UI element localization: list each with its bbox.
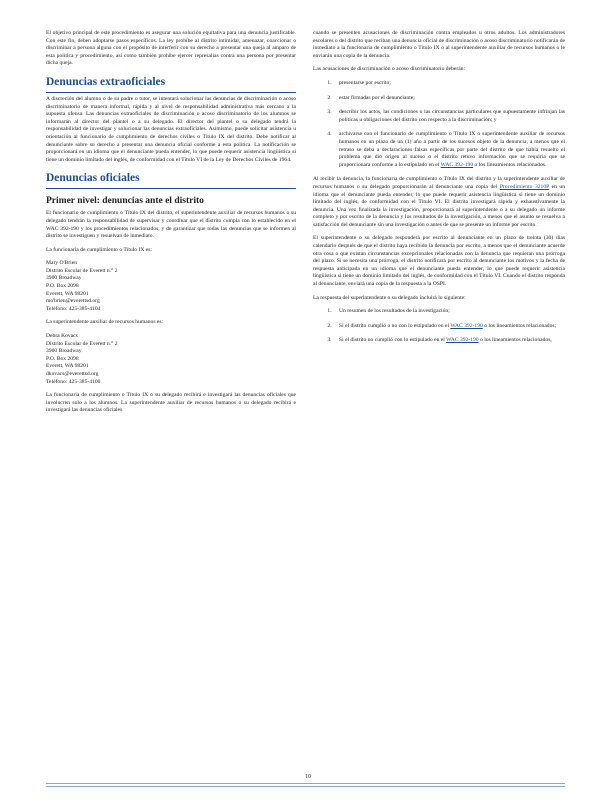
- list-item: [333, 323, 565, 331]
- compliance-officer-paragraph: El funcionario de cumplimiento o Título IX del distrito, el superintendente auxiliar de recursos humanos o su delegado tendrán la responsabilidad de supervisar y coordinar que el distrito cumpla con lo establecido en el WAC 392-190 y los procedimientos relacionados, y de garantizar que todas las denuncias que se informen al distrito se investiguen y resuelvan de inmediato.: [46, 210, 296, 240]
- informal-complaints-paragraph: A discreción del alumno o de su padre o tutor, se intentará solucionar las denuncias de discriminación o acoso discriminatorio de manera informal, rápida y al nivel de responsabilidad administrativa más cercano a la supuesta ofensa. Las denuncias extraoficiales de discriminación o acoso discriminatorio de los alumnos se informarán al director del plantel o a su delegado. El director del plantel o su delegado tendrá la responsabilidad de investigar y solucionar las denuncias extraoficiales. Asimismo, puede solicitar asistencia u orientación al funcionario de cumplimiento de derechos civiles o Título IX del distrito. Debe notificar al denunciante sobre su derecho a presentar una denuncia oficial conforme a esta política. La notificación se proporcionará en un idioma que el denunciante pueda entender, lo que puede requerir asistencia lingüística si tiene un dominio limitado del inglés, de conformidad con el Título VI de la Ley de Derechos Civiles de 1964.: [46, 95, 296, 163]
- footer-rule: [46, 783, 565, 784]
- footer-rule: [46, 786, 565, 787]
- paragraph-text: Al recibir la denuncia, la funcionaria de cumplimiento o Título IX del distrito y la superintendente auxiliar de recursos humanos o su delegado proporcionarán al denunciante una copia del: [313, 176, 565, 190]
- officer-address-block: [46, 260, 296, 313]
- hr-intro: La superintendente auxiliar de recursos humanos es:: [46, 319, 164, 326]
- list-item-text: Si el distrito no cumplió con lo estipulado en el: [339, 337, 445, 344]
- list-item: [333, 131, 565, 169]
- address-line: Debra Kovacs: [46, 333, 78, 340]
- officer-intro: La funcionaria de cumplimiento o Título IX es:: [46, 246, 152, 253]
- email-link[interactable]: dkovacs@everettsd.org: [46, 371, 99, 377]
- address-line: 3900 Broadway: [46, 348, 82, 355]
- wac-link[interactable]: WAC 392-190: [450, 322, 483, 329]
- receipt-paragraph: [313, 176, 565, 229]
- list-item: 3. describir los actos, las condiciones o las circunstancias particulares que supuestamente infrinjan las políticas u obligaciones del distrito con respecto a la discriminación; y: [333, 109, 565, 124]
- list-item-text: o los lineamientos relacionados,: [480, 337, 552, 344]
- list-item-text: archivarse con el funcionario de cumplimiento o Título IX o superintendente auxiliar de recursos humanos en un plazo de un (1) año a partir de los sucesos objeto de la denuncia, a menos que el retraso se deba a declaraciones falsas específicas por parte del distrito de que había resuelto el problema que dio origen al suceso o el distrito retuvo información que se requiría que se proporcionara conforme a lo estipulado en el: [339, 131, 565, 168]
- address-line: Mary O'Brien: [46, 260, 77, 267]
- response-paragraph: El superintendente o su delegado responderá por escrito al denunciante en un plazo de treinta (30) días calendario después de que el distrito haya recibido la denuncia por escrito, a menos que el denunciante acuerde otra cosa o que existan circunstancias excepcionales relacionadas con la denuncia que requieran una prórroga del plazo. Si se necesita una prórroga, el distrito notificará por escrito al denunciante los motivos y la fecha de respuesta anticipada en un idioma que el denunciante pueda entender, lo que puede requerir asistencia lingüística si tiene un dominio limitado del inglés, de conformidad con el Título VI. Cuando el distrito responda al denunciante, enviará una copia de la respuesta a la OSPI.: [313, 235, 565, 288]
- left-column: [46, 30, 296, 421]
- wac-link[interactable]: WAC 392-190: [446, 337, 479, 344]
- allegation-requirements-list: [313, 80, 565, 169]
- informal-complaints-heading: Denuncias extraoficiales: [46, 76, 296, 93]
- list-item: 1. presentarse por escrito;: [333, 80, 565, 88]
- address-line: 3900 Broadway: [46, 275, 82, 282]
- list-item: 1. Un resumen de los resultados de la investigación;: [333, 308, 565, 316]
- response-contents-intro: La respuesta del superintendente o su delegado incluirá lo siguiente:: [313, 294, 466, 301]
- address-line: Distrito Escolar de Everett n.° 2: [46, 267, 118, 274]
- right-column: [313, 30, 565, 352]
- response-contents-list: [313, 308, 565, 345]
- address-line: Everett, WA 98201: [46, 363, 89, 370]
- list-item: [333, 337, 565, 345]
- formal-complaints-heading: Denuncias oficiales: [46, 172, 296, 189]
- paragraph-text: en un idioma que el denunciante pueda entender, lo que puede requerir asistencia lingüística si tiene un dominio limitado del inglés, de conformidad con el Título VI. El distrito investigará rápida y exhaustivamente la denuncia. Una vez finalizada la investigación, proporcionará al superintendente o a su delegado un informe completo y por escrito de la denuncia y los resultados de la investigación, a menos que el asunto se resuelva a satisfacción del denunciante sin una investigación o antes de que se presente un informe por escrito.: [313, 183, 565, 228]
- procedure-link[interactable]: Procedimiento 3210P: [499, 183, 550, 190]
- address-line: Distrito Escolar de Everett n.° 2: [46, 340, 118, 347]
- hr-address-block: [46, 333, 296, 386]
- email-link[interactable]: mo'brien@everettsd.org: [46, 298, 100, 305]
- page-number: 10: [305, 774, 311, 780]
- phone-line: Teléfono: 425-385-4104: [46, 305, 101, 312]
- wac-link[interactable]: WAC 392-190: [440, 161, 474, 168]
- allegations-intro: Las acusaciones de discriminación o acoso discriminatorio deberán:: [313, 66, 466, 73]
- address-line: P.O. Box 2098: [46, 355, 79, 362]
- address-line: Everett, WA 98201: [46, 290, 89, 297]
- intro-paragraph: El objetivo principal de este procedimiento es asegurar una solución equitativa para una denuncia justificable. Con este fin, deben adoptarse pasos específicos. La ley prohíbe al distrito intimidar, amenazar, coaccionar o discriminar a persona alguna con el propósito de interferir con su derecho a presentar una queja al amparo de esta política y procedimiento, así como también prohíbe ejercer represalias contra una persona por presentar dicha queja.: [46, 30, 296, 67]
- list-item-text: o los lineamientos relacionados.: [474, 161, 547, 168]
- list-item-text: o los lineamientos relacionados;: [484, 322, 557, 329]
- list-item: 2. estar firmadas por el denunciante;: [333, 95, 565, 103]
- responsibility-paragraph: La funcionaria de cumplimiento o Título IX o su delegado recibirá e investigará las denuncias oficiales que involucren solo a los alumnos. La superintendente auxiliar de recursos humanos o su delegado recibirá e investigará las denuncias oficiales: [46, 392, 296, 414]
- level-one-heading: Primer nivel: denuncias ante el distrito: [46, 196, 204, 207]
- phone-line: Teléfono: 425-385-4100: [46, 378, 101, 385]
- list-item-text: Si el distrito cumplió o no con lo estipulado en el: [339, 322, 449, 329]
- address-line: P.O. Box 2098: [46, 283, 79, 290]
- continuation-paragraph: cuando se presenten acusaciones de discriminación contra empleados u otros adultos. Los administradores escolares o del distrito que reciban una denuncia oficial de discriminación o acoso discriminatorio notificarán de inmediato a la funcionaria de cumplimiento o Título IX o al superintendente auxiliar de recursos humanos o le enviarán una copia de la denuncia.: [313, 30, 565, 59]
